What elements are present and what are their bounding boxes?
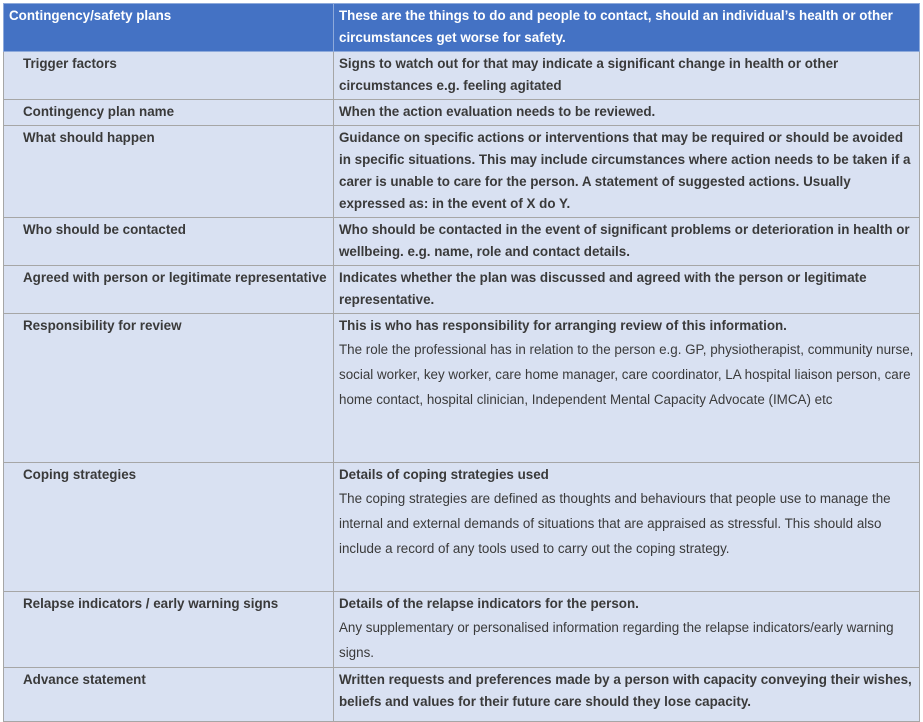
row-label-text: Coping strategies (23, 467, 137, 482)
row-label-advance-statement (4, 668, 334, 722)
row-label-text: What should happen (23, 130, 155, 145)
row-description (334, 52, 920, 100)
table-header-row (4, 4, 920, 52)
table-row (4, 100, 920, 126)
header-description-cell: These are the things to do and people to contact, should an individual’s health or other circumstances get worse for safety. (334, 4, 920, 52)
row-label-what-should-happen (4, 126, 334, 218)
row-description (334, 100, 920, 126)
table-row (4, 266, 920, 314)
row-description (334, 314, 920, 463)
row-label-coping-strategies (4, 463, 334, 592)
row-description (334, 463, 920, 592)
row-description (334, 266, 920, 314)
row-description (334, 668, 920, 722)
row-label-text: Trigger factors (23, 56, 117, 71)
row-label-text: Who should be contacted (23, 222, 186, 237)
row-label-responsibility-for-review (4, 314, 334, 463)
row-label-text: Responsibility for review (23, 318, 182, 333)
header-label-cell: Contingency/safety plans (4, 4, 334, 52)
row-label-text: Contingency plan name (23, 104, 175, 119)
row-label-trigger-factors (4, 52, 334, 100)
row-label-text: Advance statement (23, 672, 146, 687)
row-label-contingency-plan-name (4, 100, 334, 126)
row-description-bold: Guidance on specific actions or interventions that may be required or should be avoided in specific situations. This may include circumstances where action needs to be taken if a carer is unable to care for the person. A statement of suggested actions. Usually expressed as: in the event of X do Y. (339, 130, 911, 211)
row-description (334, 592, 920, 668)
row-description (334, 126, 920, 218)
table-row (4, 126, 920, 218)
row-description-bold: Written requests and preferences made by a person with capacity conveying their wishes, beliefs and values for their future care should they lose capacity. (339, 672, 912, 709)
row-description-plain: The coping strategies are defined as thoughts and behaviours that people use to manage the internal and external demands of situations that are appraised as stressful. This should also include a record of any tools used to carry out the coping strategy. (339, 491, 891, 556)
table-row (4, 314, 920, 463)
table-row (4, 52, 920, 100)
row-description-bold: This is who has responsibility for arranging review of this information. (339, 318, 787, 333)
row-label-text: Agreed with person or legitimate representative (23, 270, 327, 285)
row-description-bold: Who should be contacted in the event of significant problems or deterioration in health or wellbeing. e.g. name, role and contact details. (339, 222, 910, 259)
row-label-agreed-with-person (4, 266, 334, 314)
contingency-safety-plans-table (3, 3, 920, 722)
table-row (4, 218, 920, 266)
row-description (334, 218, 920, 266)
row-label-text: Relapse indicators / early warning signs (23, 596, 279, 611)
row-description-plain: Any supplementary or personalised information regarding the relapse indicators/early warning signs. (339, 620, 894, 660)
row-description-bold: Indicates whether the plan was discussed and agreed with the person or legitimate representative. (339, 270, 867, 307)
row-description-plain: The role the professional has in relation to the person e.g. GP, physiotherapist, community nurse, social worker, key worker, care home manager, care coordinator, LA hospital liaison person, care home contact, hospital clinician, Independent Mental Capacity Advocate (IMCA) etc (339, 342, 914, 407)
row-description-bold: Signs to watch out for that may indicate a significant change in health or other circumstances e.g. feeling agitated (339, 56, 839, 93)
table-row (4, 463, 920, 592)
row-description-bold: When the action evaluation needs to be reviewed. (339, 104, 656, 119)
row-description-bold: Details of coping strategies used (339, 467, 549, 482)
table-row (4, 668, 920, 722)
table-row (4, 592, 920, 668)
row-label-who-should-be-contacted (4, 218, 334, 266)
row-description-bold: Details of the relapse indicators for the person. (339, 596, 639, 611)
row-label-relapse-indicators (4, 592, 334, 668)
